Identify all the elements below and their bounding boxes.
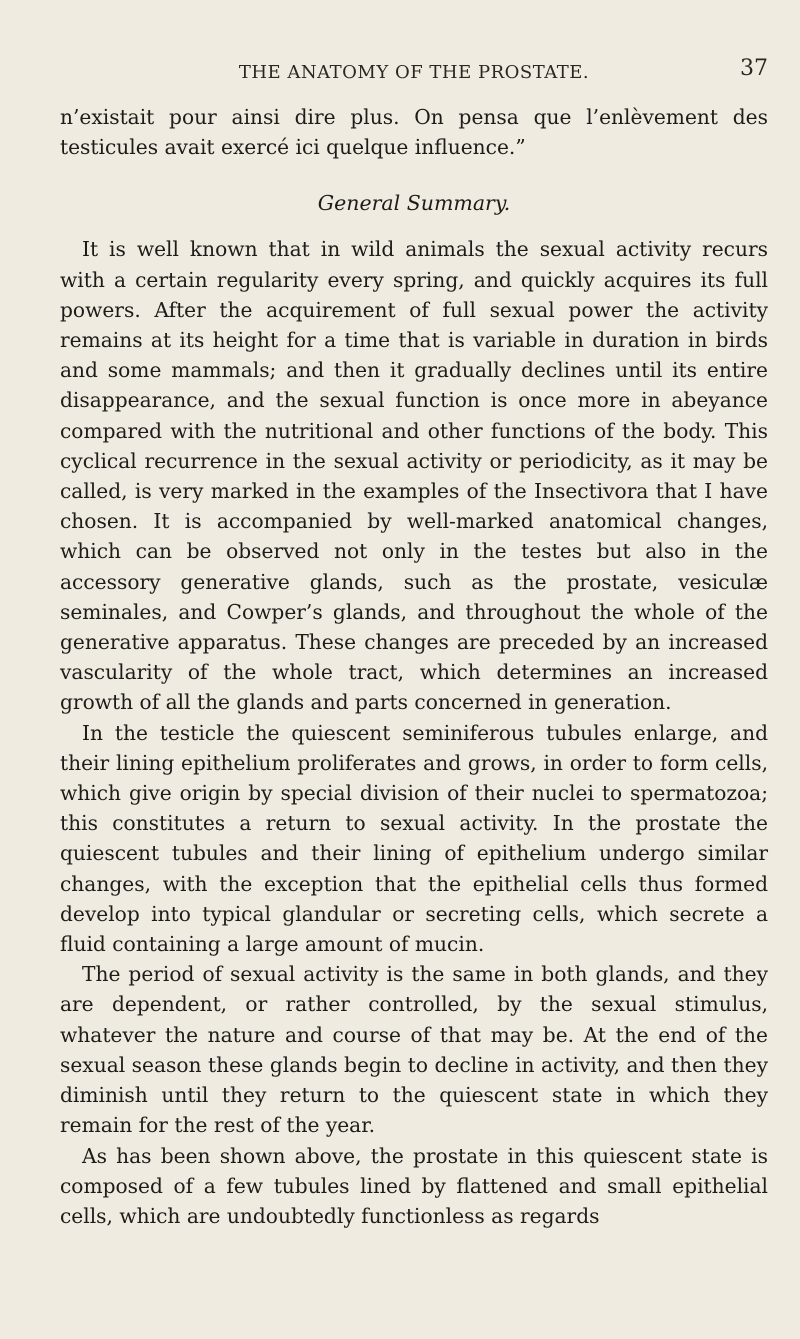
- quote-continuation: n’existait pour ainsi dire plus. On pensa que l’enlèvement des testicules avait exercé ici quelque influence.”: [60, 105, 768, 160]
- paragraph-1: It is well known that in wild animals the sexual activity recurs with a certain regularity every spring, and quickly acquires its full powers. After the acquirement of full sexual power the activity remains at its height for a time that is variable in duration in birds and some mammals; and then it gradually declines until its entire disappearance, and the sexual function is once more in abeyance compared with the nutritional and other functions of the body. This cyclical recurrence in the sexual activity or periodicity, as it may be called, is very marked in the examples of the Insectivora that I have chosen. It is accompanied by well-marked anatomical changes, which can be observed not only in the testes but also in the accessory generative glands, such as the prostate, vesiculæ seminales, and Cowper’s glands, and throughout the whole of the generative apparatus. These changes are preceded by an increased vascularity of the whole tract, which determines an increased growth of all the glands and parts concerned in generation.: [60, 237, 768, 715]
- paragraph-2: In the testicle the quiescent seminiferous tubules enlarge, and their lining epithelium proliferates and grows, in order to form cells, which give origin by special division of their nuclei to spermatozoa; this constitutes a return to sexual activity. In the prostate the quiescent tubules and their lining of epithelium undergo similar changes, with the exception that the epithelial cells thus formed develop into typical glandular or secreting cells, which secrete a fluid containing a large amount of mucin.: [60, 720, 768, 957]
- running-title: THE ANATOMY OF THE PROSTATE.: [238, 62, 590, 83]
- book-page: [60, 56, 768, 1231]
- section-heading: General Summary.: [317, 191, 511, 216]
- paragraph-3: The period of sexual activity is the same in both glands, and they are dependent, or rather controlled, by the sexual stimulus, whatever the nature and course of that may be. At the end of the sexual season these glands begin to decline in activity, and then they diminish until they return to the quiescent state in which they remain for the rest of the year.: [60, 962, 768, 1138]
- running-head: [60, 56, 768, 88]
- paragraph-4: As has been shown above, the prostate in this quiescent state is composed of a few tubules lined by flattened and small epithelial cells, which are undoubtedly functionless as regards: [60, 1143, 768, 1228]
- page-number: 37: [740, 56, 768, 81]
